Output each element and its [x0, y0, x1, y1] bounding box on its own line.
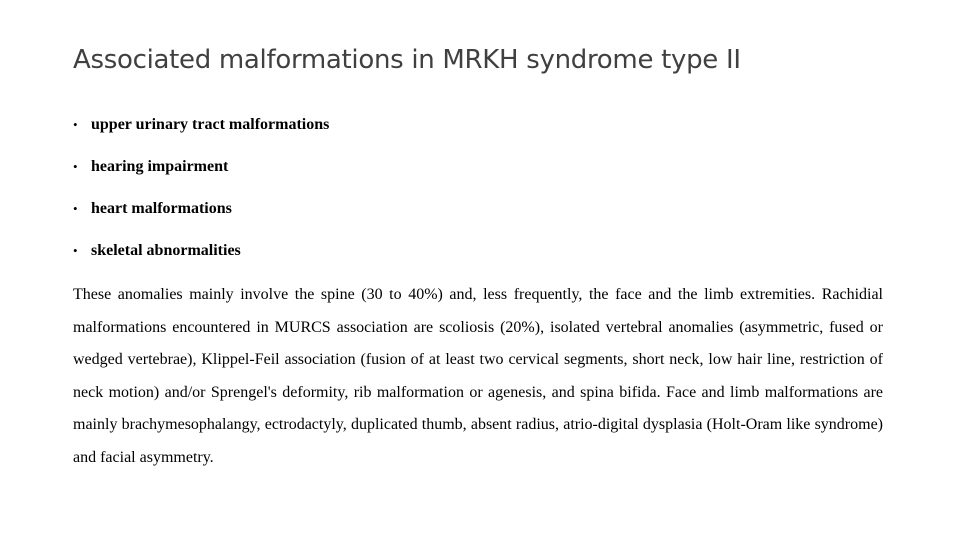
body-paragraph: These anomalies mainly involve the spine (30 to 40%) and, less frequently, the face and the limb extremities. Rachidial malformations encountered in MURCS association are scoliosis (20%), isolated vertebral anomalies (asymmetric, fused or wedged vertebrae), Klippel-Feil association (fusion of at least two cervical segments, short neck, low hair line, restriction of neck motion) and/or Sprengel's deformity, rib malformation or agenesis, and spina bifida. Face and limb malformations are mainly brachymesophalangy, ectrodactyly, duplicated thumb, absent radius, atrio-digital dysplasia (Holt-Oram like syndrome) and facial asymmetry.	[73, 286, 883, 466]
bullet-dot-icon: •	[73, 201, 78, 216]
bullet-item	[73, 236, 329, 278]
bullet-item	[73, 110, 329, 152]
bullet-item	[73, 152, 329, 194]
bullet-dot-icon: •	[73, 117, 78, 132]
bullet-dot-icon: •	[73, 159, 78, 174]
bullet-dot-icon: •	[73, 243, 78, 258]
bullet-text: heart malformations	[91, 200, 232, 217]
bullet-text: hearing impairment	[91, 158, 229, 175]
bullet-item	[73, 194, 329, 236]
bullet-list	[73, 110, 329, 278]
slide-title: Associated malformations in MRKH syndrome type II	[73, 45, 741, 75]
bullet-text: upper urinary tract malformations	[91, 116, 330, 133]
bullet-text: skeletal abnormalities	[91, 242, 241, 259]
